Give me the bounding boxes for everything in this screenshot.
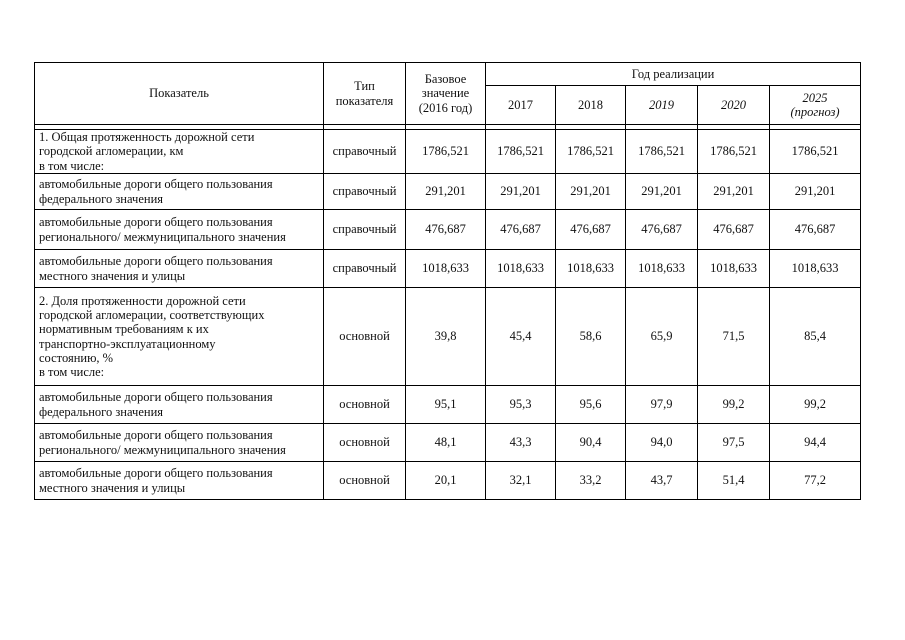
row-year-value: 291,201 [770, 174, 861, 210]
row-year-value: 85,4 [770, 288, 861, 386]
row-year-value: 291,201 [626, 174, 698, 210]
row-label-line: транспортно-эксплуатационному [39, 336, 216, 351]
header-year [486, 86, 556, 125]
row-label-line: федерального значения [39, 404, 164, 419]
header-base-line: значение [421, 86, 470, 101]
row-year-value: 1018,633 [556, 250, 626, 288]
row-year-value: 291,201 [486, 174, 556, 210]
table-row [35, 462, 861, 500]
row-year-value: 32,1 [486, 462, 556, 500]
row-year-value: 291,201 [698, 174, 770, 210]
row-year-value: 1018,633 [486, 250, 556, 288]
row-label-line: регионального/ межмуниципального значения [39, 229, 286, 244]
row-label-line: автомобильные дороги общего пользования [39, 177, 273, 192]
row-label-line: автомобильные дороги общего пользования [39, 215, 273, 230]
row-type: справочный [324, 250, 406, 288]
row-year-value: 33,2 [556, 462, 626, 500]
row-label-line: федерального значения [39, 191, 164, 206]
row-label [35, 210, 324, 250]
table-row [35, 288, 861, 386]
row-year-value: 90,4 [556, 424, 626, 462]
row-year-value: 94,4 [770, 424, 861, 462]
table-row [35, 250, 861, 288]
row-label-line: в том числе: [39, 365, 105, 380]
row-label-line: местного значения и улицы [39, 268, 186, 283]
row-year-value: 1018,633 [770, 250, 861, 288]
header-year-line: 2017 [508, 97, 533, 112]
row-year-value: 1018,633 [698, 250, 770, 288]
row-label [35, 462, 324, 500]
row-year-value: 43,3 [486, 424, 556, 462]
row-label-line: нормативным требованиям к их [39, 322, 209, 337]
header-base-line: Базовое [424, 71, 467, 86]
table-row [35, 424, 861, 462]
header-year-group: Год реализации [486, 63, 861, 86]
row-base-value: 95,1 [406, 386, 486, 424]
row-year-value: 94,0 [626, 424, 698, 462]
row-year-value: 95,6 [556, 386, 626, 424]
row-label [35, 130, 324, 174]
row-year-value: 291,201 [556, 174, 626, 210]
table-row [35, 174, 861, 210]
row-year-value: 1018,633 [626, 250, 698, 288]
row-base-value: 48,1 [406, 424, 486, 462]
row-year-value: 43,7 [626, 462, 698, 500]
header-year-line: 2025 [802, 90, 828, 105]
row-label-line: местного значения и улицы [39, 480, 186, 495]
table-row [35, 210, 861, 250]
row-type: справочный [324, 210, 406, 250]
row-year-value: 99,2 [770, 386, 861, 424]
row-type: справочный [324, 174, 406, 210]
row-label [35, 424, 324, 462]
row-label-line: в том числе: [39, 158, 105, 173]
row-type: основной [324, 462, 406, 500]
row-label [35, 288, 324, 386]
row-year-value: 99,2 [698, 386, 770, 424]
row-label [35, 250, 324, 288]
row-label-line: автомобильные дороги общего пользования [39, 466, 273, 481]
row-year-value: 1786,521 [698, 130, 770, 174]
row-label-line: автомобильные дороги общего пользования [39, 428, 273, 443]
row-year-value: 1786,521 [486, 130, 556, 174]
row-label-line: автомобильные дороги общего пользования [39, 254, 273, 269]
row-year-value: 58,6 [556, 288, 626, 386]
row-year-value: 51,4 [698, 462, 770, 500]
header-year-line: (прогноз) [790, 105, 840, 119]
row-year-value: 476,687 [770, 210, 861, 250]
row-label-line: автомобильные дороги общего пользования [39, 390, 273, 405]
header-year [770, 86, 861, 125]
row-year-value: 1786,521 [556, 130, 626, 174]
row-base-value: 291,201 [406, 174, 486, 210]
row-year-value: 71,5 [698, 288, 770, 386]
row-label-line: городской агломерации, км [39, 144, 184, 159]
header-year [556, 86, 626, 125]
row-year-value: 476,687 [698, 210, 770, 250]
row-base-value: 1786,521 [406, 130, 486, 174]
row-type: основной [324, 386, 406, 424]
row-label-line: состоянию, % [39, 351, 114, 365]
table-row [35, 130, 861, 174]
row-year-value: 1786,521 [626, 130, 698, 174]
row-year-value: 95,3 [486, 386, 556, 424]
row-base-value: 20,1 [406, 462, 486, 500]
row-base-value: 476,687 [406, 210, 486, 250]
indicators-table [34, 62, 861, 500]
row-year-value: 97,5 [698, 424, 770, 462]
row-label-line: 1. Общая протяженность дорожной сети [39, 130, 255, 144]
header-indicator: Показатель [35, 63, 324, 125]
header-year-line: 2018 [578, 97, 603, 112]
row-year-value: 476,687 [626, 210, 698, 250]
header-year [698, 86, 770, 125]
row-type: основной [324, 288, 406, 386]
row-year-value: 97,9 [626, 386, 698, 424]
row-label-line: 2. Доля протяженности дорожной сети [39, 293, 246, 308]
row-label [35, 386, 324, 424]
header-type: Тип показателя [324, 63, 406, 125]
header-year-line: 2019 [649, 97, 674, 112]
row-year-value: 1786,521 [770, 130, 861, 174]
row-year-value: 65,9 [626, 288, 698, 386]
header-base [406, 63, 486, 125]
row-base-value: 1018,633 [406, 250, 486, 288]
header-year [626, 86, 698, 125]
row-year-value: 45,4 [486, 288, 556, 386]
row-year-value: 476,687 [556, 210, 626, 250]
table-row [35, 386, 861, 424]
row-type: справочный [324, 130, 406, 174]
row-label-line: регионального/ межмуниципального значения [39, 442, 286, 457]
row-label-line: городской агломерации, соответствующих [39, 307, 265, 322]
row-year-value: 77,2 [770, 462, 861, 500]
header-base-line: (2016 год) [418, 100, 473, 115]
header-year-line: 2020 [721, 97, 746, 112]
row-year-value: 476,687 [486, 210, 556, 250]
header-row-top [35, 63, 861, 86]
row-type: основной [324, 424, 406, 462]
row-label [35, 174, 324, 210]
row-base-value: 39,8 [406, 288, 486, 386]
